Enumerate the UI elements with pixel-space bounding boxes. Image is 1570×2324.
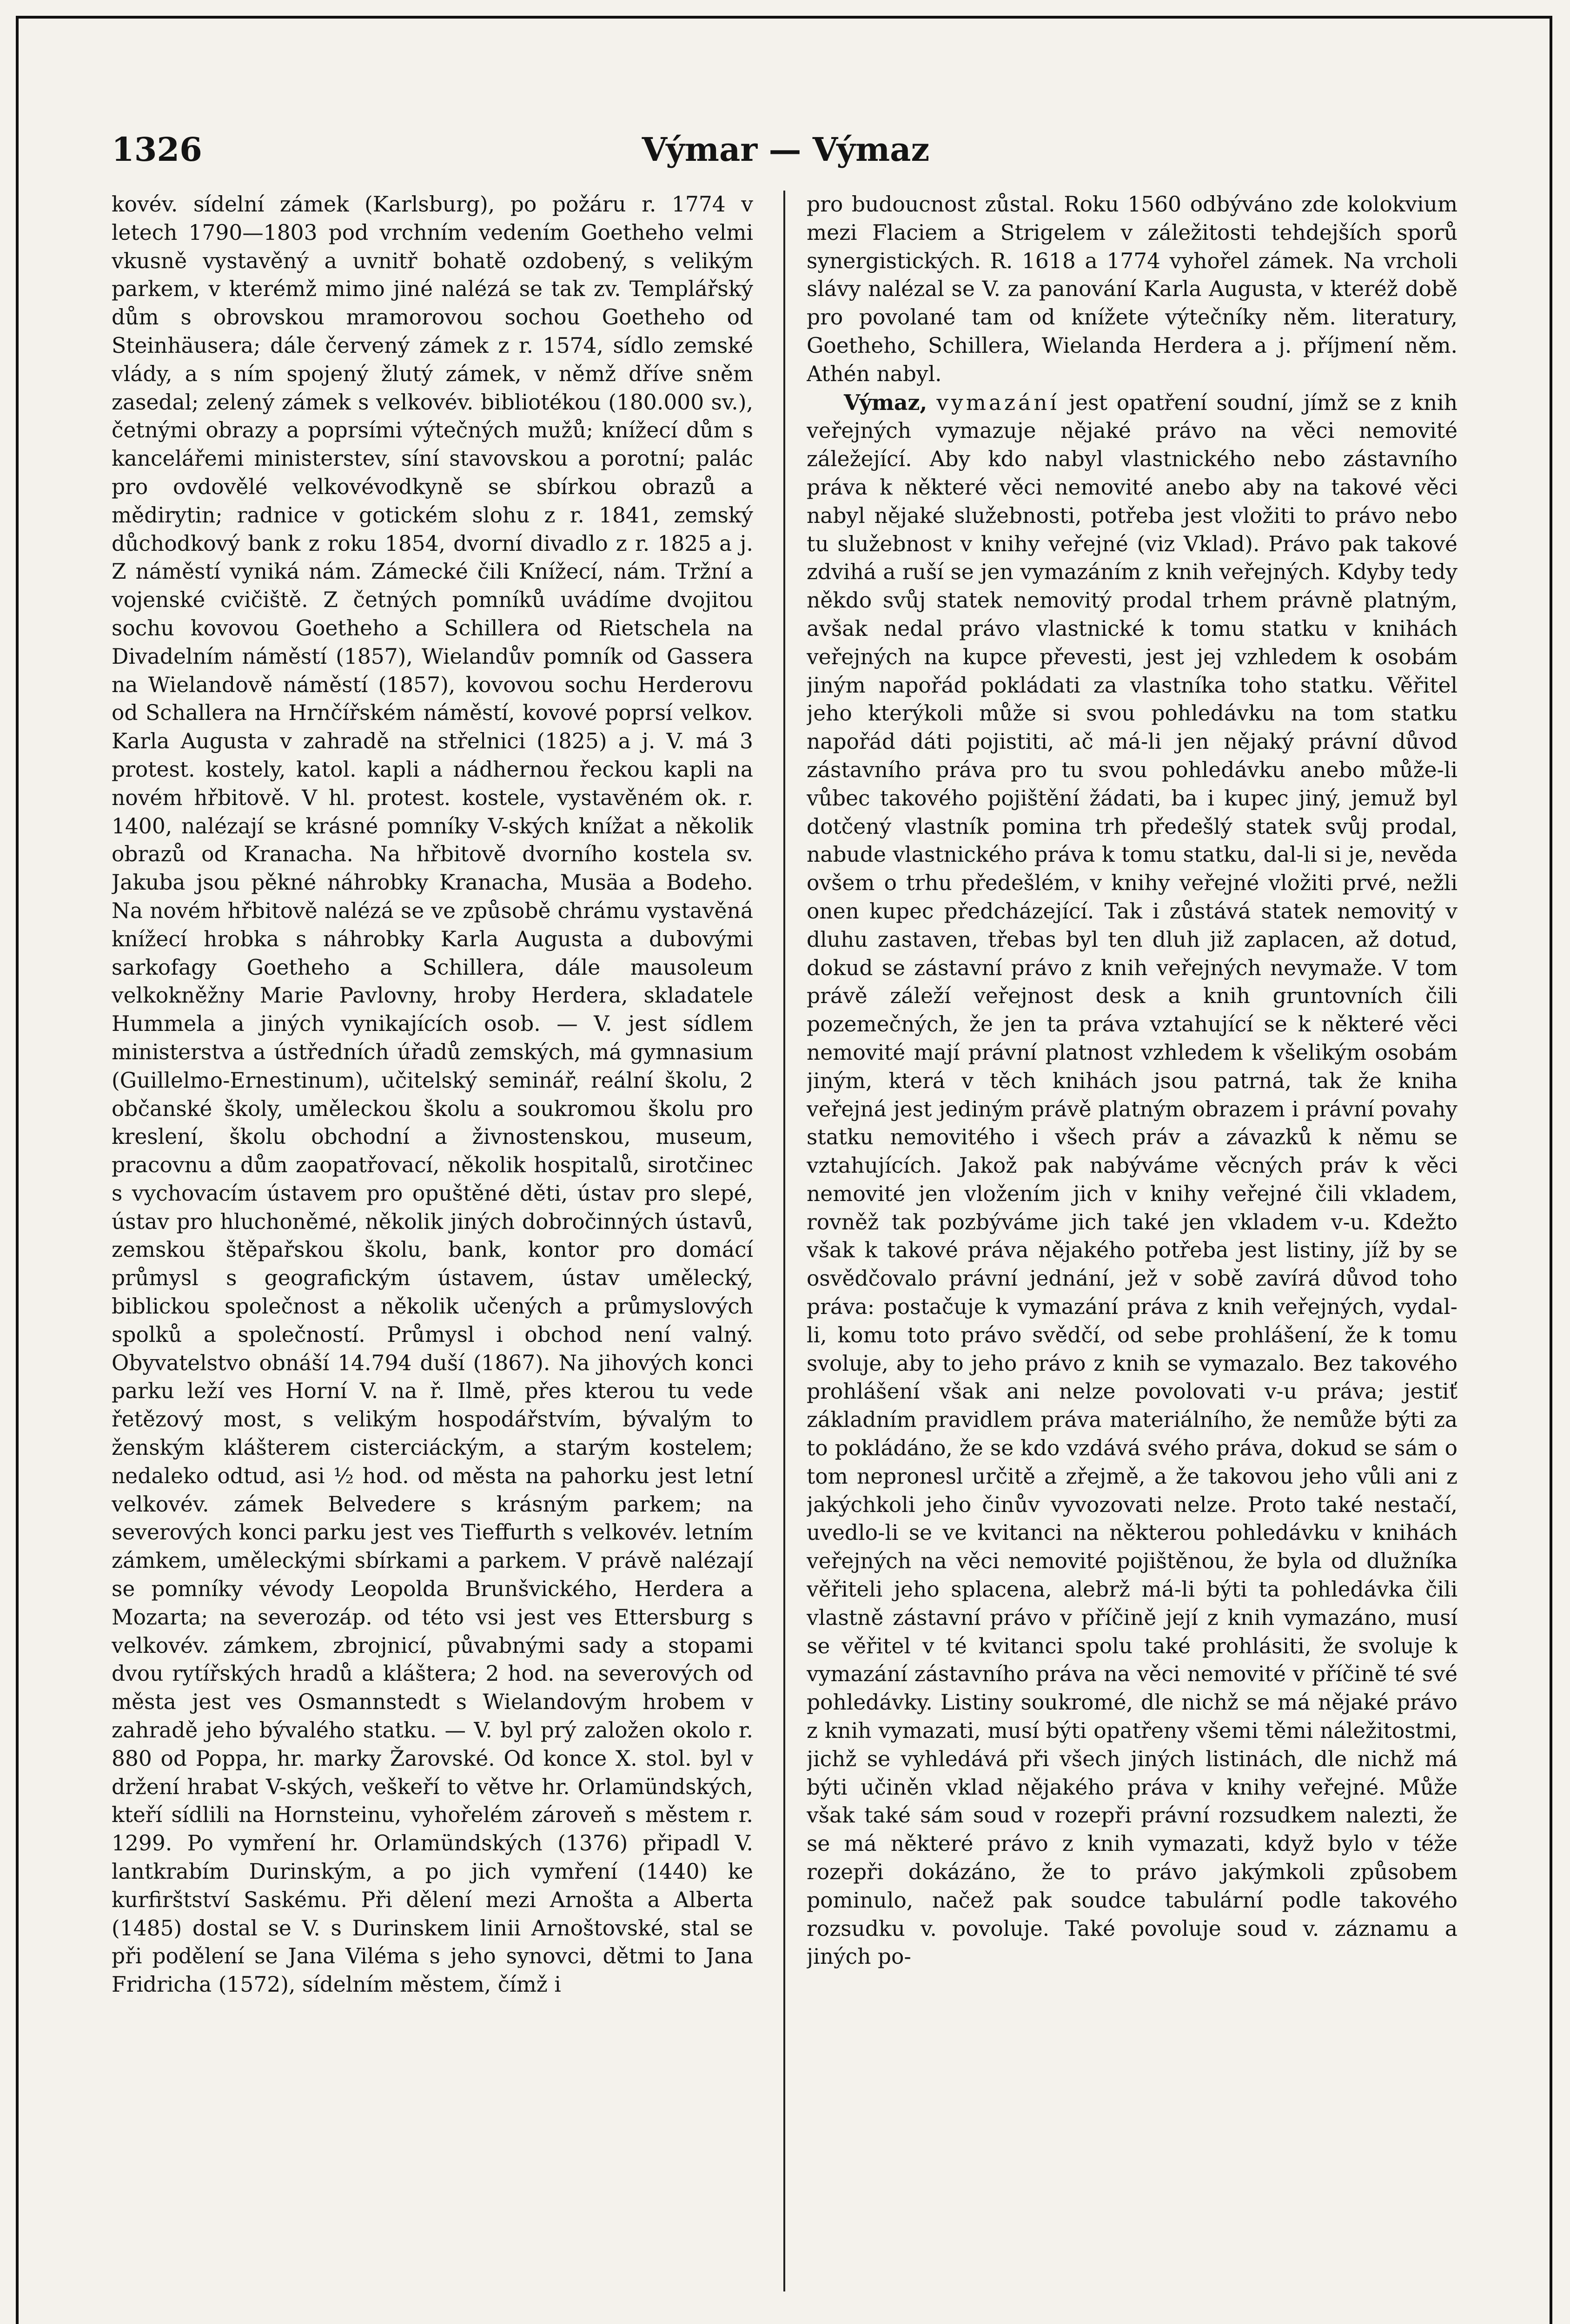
right-column-continuation: pro budoucnost zůstal. Roku 1560 odbýváno zde kolokvium mezi Flaciem a Strigelem v záležitosti tehdejších sporů synergistických. R. 1618 a 1774 vyhořel zámek. Na vrcholi slávy nalézal se V. za panování Karla Augusta, v kteréž době pro povolané tam od knížete výtečníky něm. literatury, Goetheho, Schillera, Wielanda Herdera a j. příjmení něm. Athén nabyl.	[807, 192, 1457, 386]
text-columns	[112, 191, 1460, 2291]
left-column	[112, 191, 753, 2291]
entry-body: jest opatření soudní, jímž se z knih veřejných vymazuje nějaké právo na věci nemovité záležející. Aby kdo nabyl vlastnického nebo zástavního práva k některé věci nemovité anebo aby na takové věci nabyl nějaké služebnosti, potřeba jest vložiti to právo nebo tu služebnost v knihy veřejné (viz Vklad). Právo pak takové zdvihá a ruší se jen vymazáním z knih veřejných. Kdyby tedy někdo svůj statek nemovitý prodal trhem právně platným, avšak nedal právo vlastnické k tomu statku v knihách veřejných na kupce převesti, jest jej vzhledem k osobám jiným napořád pokládati za vlastníka toho statku. Věřitel jeho kterýkoli může si svou pohledávku na tom statku napořád dáti pojistiti, ač má-li jen nějaký právní důvod zástavního práva pro tu svou pohledávku anebo může-li vůbec takového pojištění žádati, ba i kupec jiný, jemuž byl dotčený vlastník pomina trh předešlý statek svůj prodal, nabude vlastnického práva k tomu statku, dal-li si je, nevěda ovšem o trhu předešlém, v knihy veřejné vložiti prvé, nežli onen kupec předcházející. Tak i zůstává statek nemovitý v dluhu zastaven, třebas byl ten dluh již zaplacen, až dotud, dokud se zástavní právo z knih veřejných nevymaže. V tom právě záleží veřejnost desk a knih gruntovních čili pozemečných, že jen ta práva vztahující se k některé věci nemovité mají právní platnost vzhledem k všelikým osobám jiným, která v těch knihách jsou patrná, tak že kniha veřejná jest jediným právě platným obrazem i právní povahy statku nemovitého i všech práv a závazků k němu se vztahujících. Jakož pak nabýváme věcných práv k věci nemovité jen vložením jich v knihy veřejné čili vkladem, rovněž tak pozbýváme jich také jen vkladem v-u. Kdežto však k takové práva nějakého potřeba jest listiny, jíž by se osvědčovalo právní jednání, jež v sobě zavírá důvod toho práva: postačuje k vymazání práva z knih veřejných, vydal-li, komu toto právo svědčí, od sebe prohlášení, že k tomu svoluje, aby to jeho právo z knih se vymazalo. Bez takového prohlášení však ani nelze povolovati v-u práva; jestiť základním pravidlem práva materiálního, že nemůže býti za to pokládáno, že se kdo vzdává svého práva, dokud se sám o tom nepronesl určitě a zřejmě, a že takovou jeho vůli ani z jakýchkoli jeho činův vyvozovati nelze. Proto také nestačí, uvedlo-li se ve kvitanci na některou pohledávku v knihách veřejných na věci nemovité pojištěnou, že byla od dlužníka věřiteli jeho splacena, alebrž má-li býti ta pohledávka čili vlastně zástavní právo v příčině její z knih vymazáno, musí se věřitel v té kvitanci spolu také prohlásiti, že svoluje k vymazání zástavního práva na věci nemovité v příčině té své pohledávky. Listiny soukromé, dle nichž se má nějaké právo z knih vymazati, musí býti opatřeny všemi těmi náležitostmi, jichž se vyhledává při všech jiných listinách, dle nichž má býti učiněn vklad nějakého práva v knihy veřejné. Může však také sám soud v rozepři právní rozsudkem nalezti, že se má některé právo z knih vymazati, když bylo v téže rozepři dokázáno, že to právo jakýmkoli způsobem pominulo, načež pak soudce tabulární podle takového rozsudku v. povoluje. Také povoluje soud v. záznamu a jiných po-	[807, 390, 1457, 1969]
dictionary-page	[112, 121, 1460, 2305]
column-divider	[783, 191, 785, 2291]
page-header	[112, 121, 1460, 181]
page-number: 1326	[112, 130, 202, 169]
left-column-text: kovév. sídelní zámek (Karlsburg), po požáru r. 1774 v letech 1790—1803 pod vrchním vedením Goetheho velmi vkusně vystavěný a uvnitř bohatě ozdobený, s velikým parkem, v kterémž mimo jiné nalézá se tak zv. Templářský dům s obrovskou mramorovou sochou Goetheho od Steinhäusera; dále červený zámek z r. 1574, sídlo zemské vlády, a s ním spojený žlutý zámek, v němž dříve sněm zasedal; zelený zámek s velkovév. bibliotékou (180.000 sv.), četnými obrazy a poprsími výtečných mužů; knížecí dům s kancelářemi ministerstev, síní stavovskou a porotní; palác pro ovdovělé velkovévodkyně se sbírkou obrazů a mědirytin; radnice v gotickém slohu z r. 1841, zemský důchodkový bank z roku 1854, dvorní divadlo z r. 1825 a j. Z náměstí vyniká nám. Zámecké čili Knížecí, nám. Tržní a vojenské cvičiště. Z četných pomníků uvádíme dvojitou sochu kovovou Goetheho a Schillera od Rietschela na Divadelním náměstí (1857), Wielandův pomník od Gassera na Wielandově náměstí (1857), kovovou sochu Herderovu od Schallera na Hrnčířském náměstí, kovové poprsí velkov. Karla Augusta v zahradě na střelnici (1825) a j. V. má 3 protest. kostely, katol. kapli a nádhernou řeckou kapli na novém hřbitově. V hl. protest. kostele, vystavěném ok. r. 1400, nalézají se krásné pomníky V-ských knížat a několik obrazů od Kranacha. Na hřbitově dvorního kostela sv. Jakuba jsou pěkné náhrobky Kranacha, Musäa a Bodeho. Na novém hřbitově nalézá se ve způsobě chrámu vystavěná knížecí hrobka s náhrobky Karla Augusta a dubovými sarkofagy Goetheho a Schillera, dále mausoleum velkokněžny Marie Pavlovny, hroby Herdera, skladatele Hummela a jiných vynikajících osob. — V. jest sídlem ministerstva a ústředních úřadů zemských, má gymnasium (Guillelmo-Ernestinum), učitelský seminář, reální školu, 2 občanské školy, uměleckou školu a soukromou školu pro kreslení, školu obchodní a živnostenskou, museum, pracovnu a dům zaopatřovací, několik hospitalů, sirotčinec s vychovacím ústavem pro opuštěné děti, ústav pro slepé, ústav pro hluchoněmé, několik jiných dobročinných ústavů, zemskou štěpařskou školu, bank, kontor pro domácí průmysl s geografickým ústavem, ústav umělecký, biblickou společnost a několik učených a průmyslových spolků a společností. Průmysl i obchod není valný. Obyvatelstvo obnáší 14.794 duší (1867). Na jihových konci parku leží ves Horní V. na ř. Ilmě, přes kterou tu vede řetězový most, s velikým hospodářstvím, bývalým to ženským klášterem cisterciáckým, a starým kostelem; nedaleko odtud, asi ½ hod. od města na pahorku jest letní velkovév. zámek Belvedere s krásným parkem; na severových konci parku jest ves Tieffurth s velkovév. letním zámkem, uměleckými sbírkami a parkem. V právě nalézají se pomníky vévody Leopolda Brunšvického, Herdera a Mozarta; na severozáp. od této vsi jest ves Ettersburg s velkovév. zámkem, zbrojnicí, půvabnými sady a stopami dvou rytířských hradů a kláštera; 2 hod. na severových od města jest ves Osmannstedt s Wielandovým hrobem v zahradě jeho bývalého statku. — V. byl prý založen okolo r. 880 od Poppa, hr. marky Žarovské. Od konce X. stol. byl v držení hrabat V-ských, veškeří to větve hr. Orlamündských, kteří sídlili na Hornsteinu, vyhořelém zároveň s městem r. 1299. Po vymření hr. Orlamündských (1376) připadl V. lantkrabím Durinským, a po jich vymření (1440) ke kurfirštství Saskému. Při dělení mezi Arnošta a Alberta (1485) dostal se V. s Durinskem linii Arnoštovské, stal se při podělení se Jana Viléma s jeho synovci, dětmi to Jana Fridricha (1572), sídelním městem, čímž i	[112, 192, 753, 1997]
right-column	[807, 191, 1457, 2291]
entry-headword: Výmaz,	[844, 390, 927, 415]
entry-term: vymazání	[936, 390, 1060, 415]
entry-vymaz	[807, 389, 1457, 1972]
running-head: Výmar — Výmaz	[642, 130, 930, 169]
